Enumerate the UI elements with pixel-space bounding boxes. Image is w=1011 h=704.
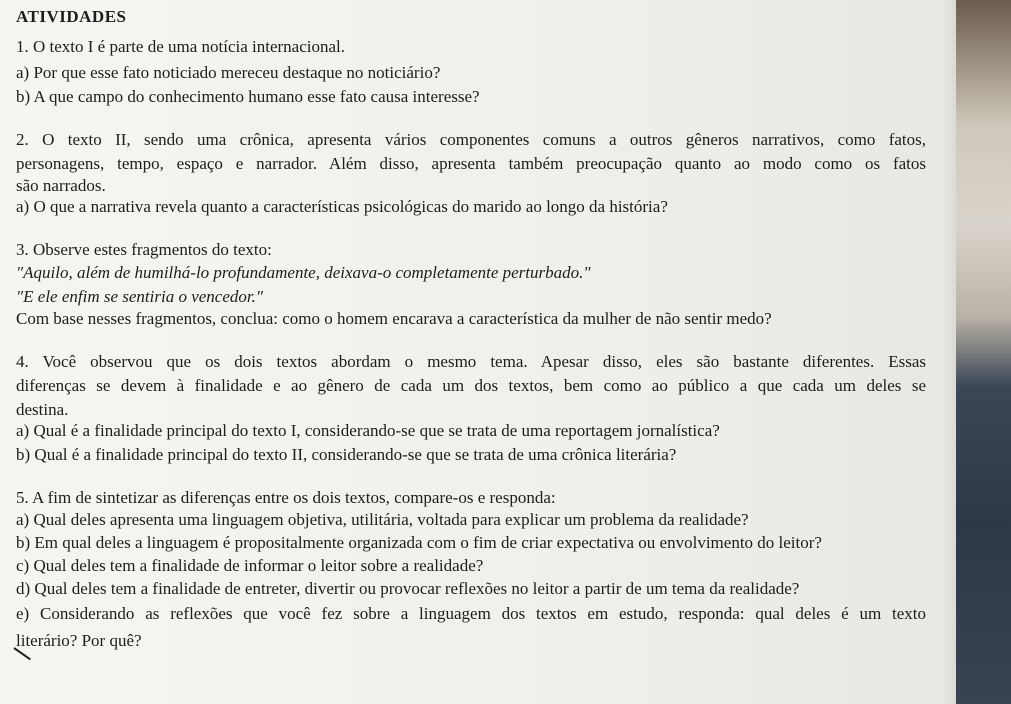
- q4-line1: 4. Você observou que os dois textos abordam o mesmo tema. Apesar disso, eles são bastante diferentes. Essas: [16, 352, 926, 371]
- q5-e-line1: e) Considerando as reflexões que você fez sobre a linguagem dos textos em estudo, responda: qual deles é um texto: [16, 604, 926, 623]
- q1-a: a) Por que esse fato noticiado mereceu destaque no noticiário?: [16, 63, 441, 82]
- heading: ATIVIDADES: [16, 7, 127, 26]
- q4-line2: diferenças se devem à finalidade e ao gênero de cada um dos textos, bem como ao público a que cada um deles se: [16, 376, 926, 395]
- q4-line3: destina.: [16, 400, 69, 419]
- q5-e-line2: literário? Por quê?: [16, 631, 142, 650]
- q4-a: a) Qual é a finalidade principal do texto I, considerando-se que se trata de uma reportagem jornalística?: [16, 421, 720, 440]
- q1-b: b) A que campo do conhecimento humano esse fato causa interesse?: [16, 87, 480, 106]
- q1-intro: 1. O texto I é parte de uma notícia internacional.: [16, 37, 346, 56]
- background-edge: [956, 0, 1011, 704]
- q4-b: b) Qual é a finalidade principal do texto II, considerando-se que se trata de uma crônica literária?: [16, 445, 677, 464]
- q2-line1: 2. O texto II, sendo uma crônica, apresenta vários componentes comuns a outros gêneros narrativos, como fatos,: [16, 130, 926, 149]
- q2-line2: personagens, tempo, espaço e narrador. Além disso, apresenta também preocupação quanto ao modo como os fatos: [16, 154, 926, 173]
- q5-intro: 5. A fim de sintetizar as diferenças entre os dois textos, compare-os e responda:: [16, 488, 556, 507]
- q2-line3: são narrados.: [16, 176, 106, 195]
- q5-a: a) Qual deles apresenta uma linguagem objetiva, utilitária, voltada para explicar um problema da realidade?: [16, 510, 749, 529]
- q5-d: d) Qual deles tem a finalidade de entreter, divertir ou provocar reflexões no leitor a partir de um tema da realidade?: [16, 579, 800, 598]
- q2-a: a) O que a narrativa revela quanto a características psicológicas do marido ao longo da história?: [16, 197, 668, 216]
- q3-intro: 3. Observe estes fragmentos do texto:: [16, 240, 272, 259]
- q5-b: b) Em qual deles a linguagem é propositalmente organizada com o fim de criar expectativa ou envolvimento do leitor?: [16, 533, 822, 552]
- q3-quote1: "Aquilo, além de humilhá-lo profundamente, deixava-o completamente perturbado.": [16, 263, 591, 282]
- q3-task: Com base nesses fragmentos, conclua: como o homem encarava a característica da mulher de não sentir medo?: [16, 309, 772, 328]
- q3-quote2: "E ele enfim se sentiria o vencedor.": [16, 287, 264, 306]
- q5-c: c) Qual deles tem a finalidade de informar o leitor sobre a realidade?: [16, 556, 484, 575]
